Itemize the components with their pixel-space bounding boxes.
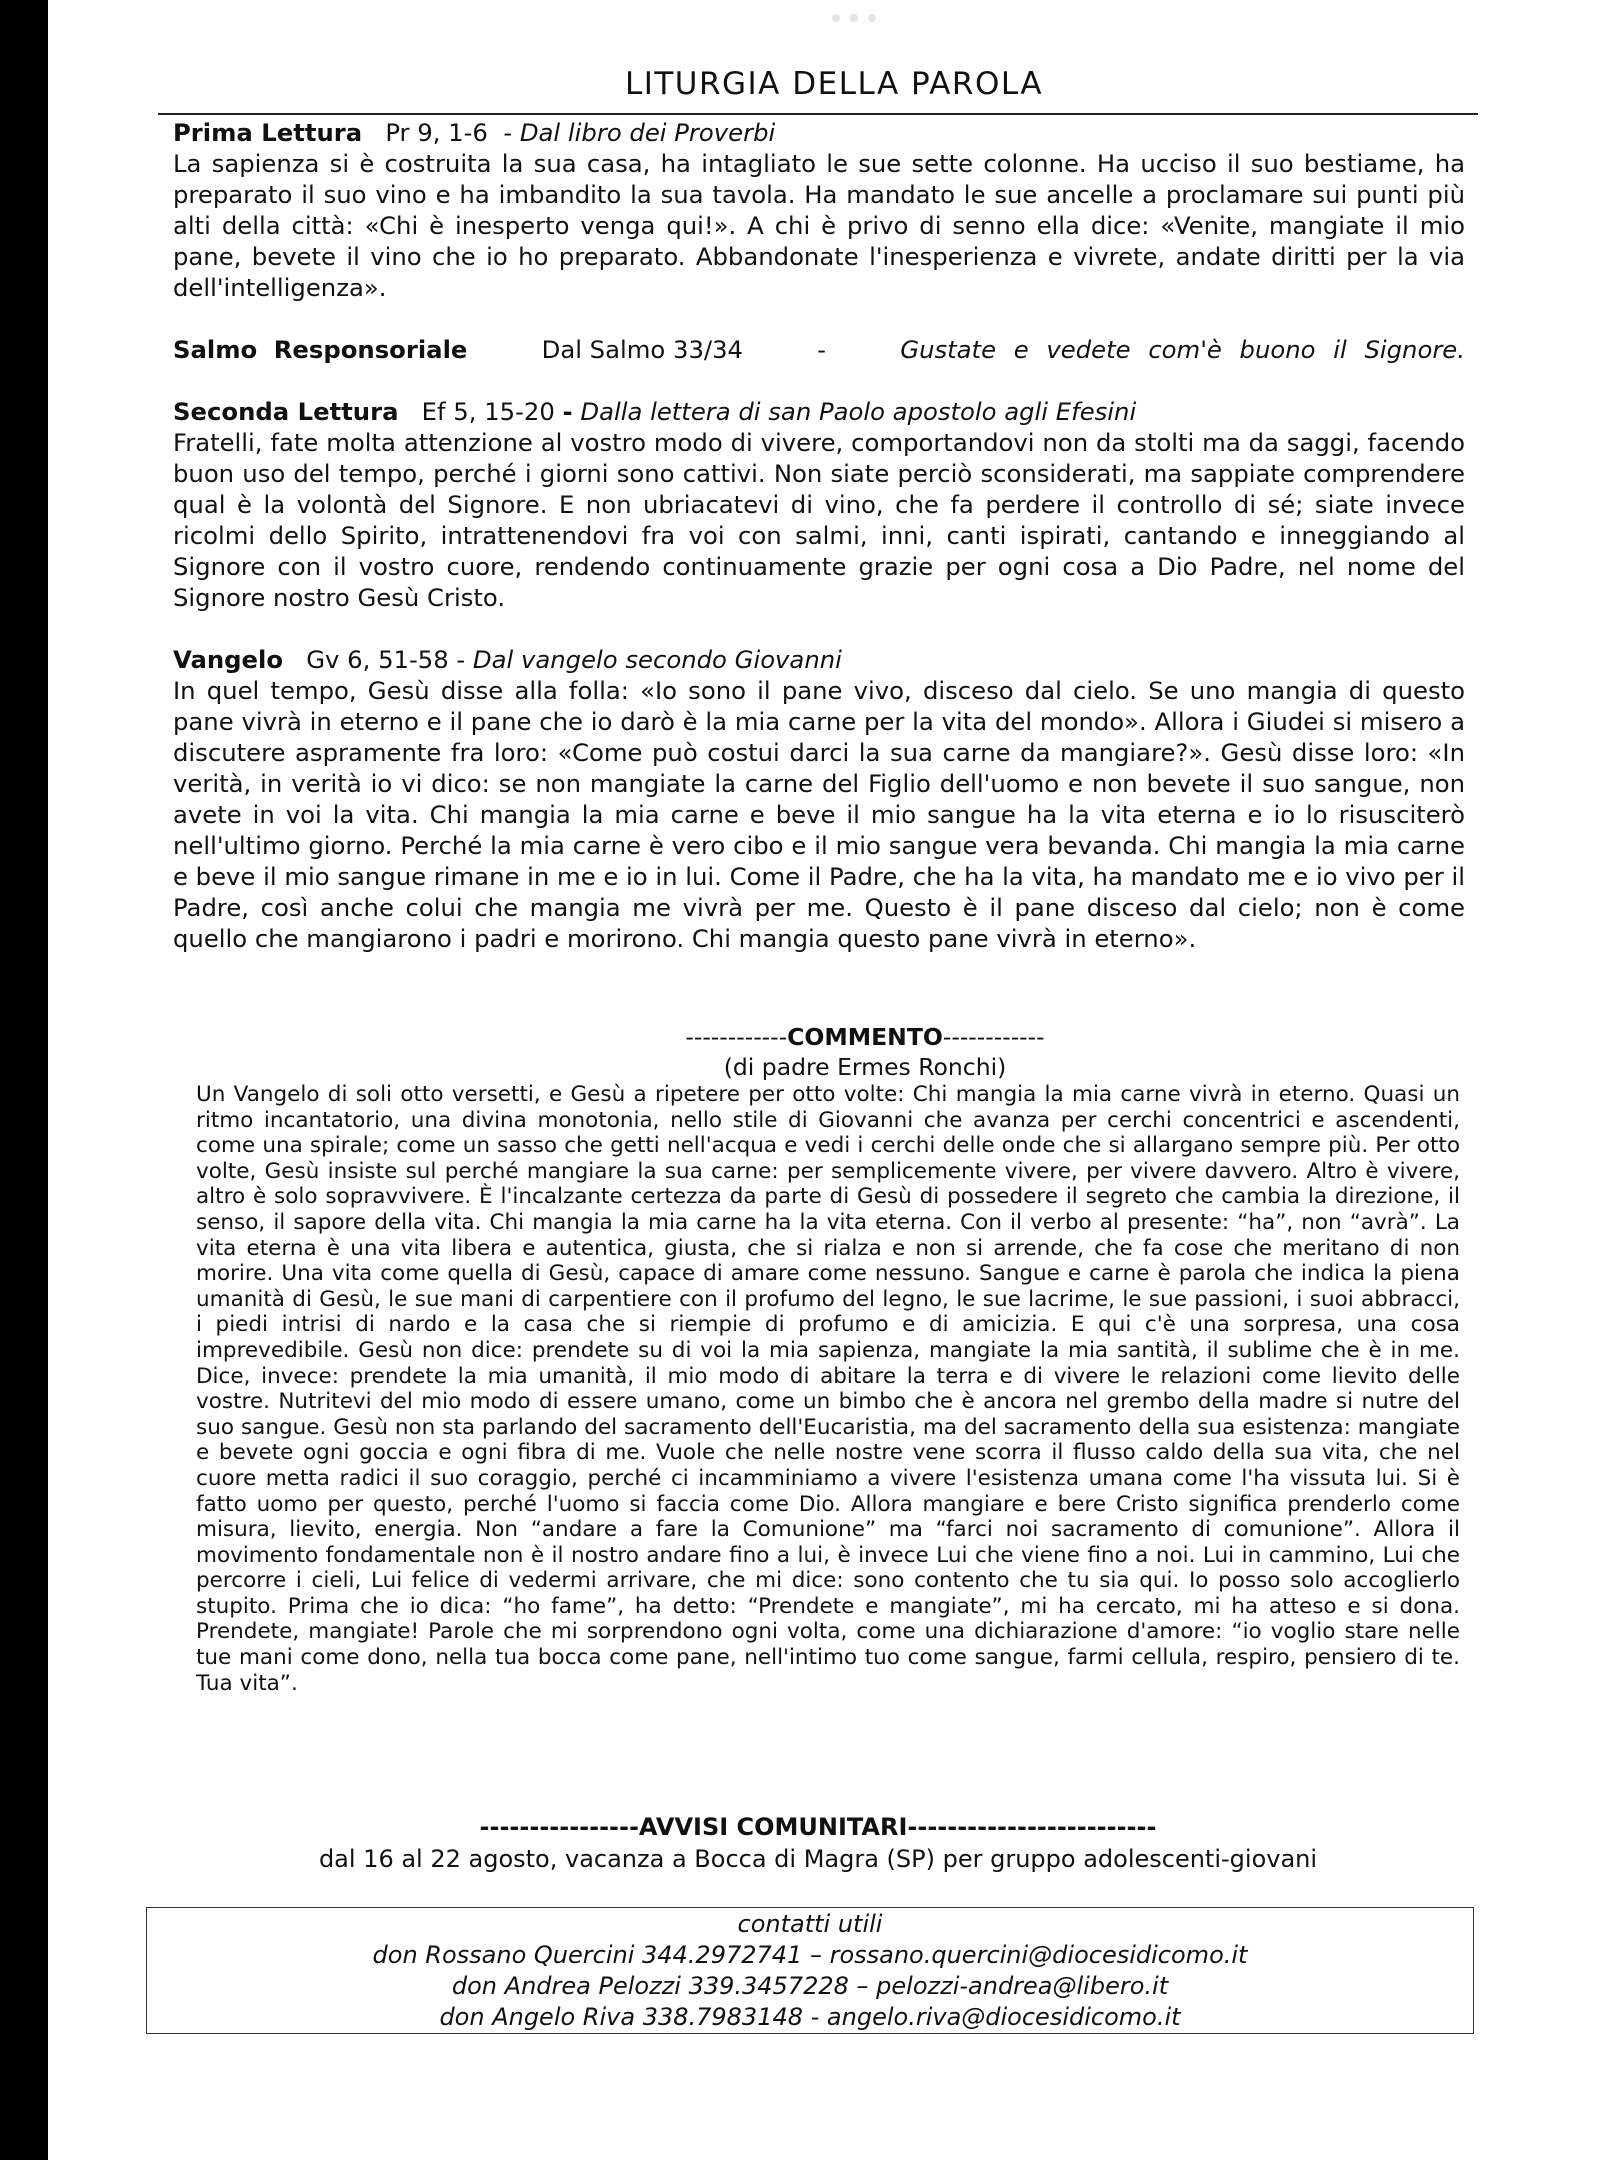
page-title: LITURGIA DELLA PAROLA [624, 66, 1044, 102]
prima-lettura-label: Prima Lettura [173, 118, 363, 147]
vangelo-text: In quel tempo, Gesù disse alla folla: «Io sono il pane vivo, disceso dal cielo. Se uno mangia di questo pane vivrà in eterno e il pane che io darò è la mia carne per la vita del mondo». Allora i Giudei si misero a discutere aspramente fra loro: «Come può costui darci la sua carne da mangiare?». Gesù disse loro: «In verità, in verità io vi dico: se non mangiate la carne del Figlio dell'uomo e non bevete il suo sangue, non avete in voi la vita. Chi mangia la mia carne e beve il mio sangue ha la vita eterna e io lo risusciterò nell'ultimo giorno. Perché la mia carne è vero cibo e il mio sangue vera bevanda. Chi mangia la mia carne e beve il mio sangue rimane in me e io in lui. Come il Padre, che ha la vita, ha mandato me e io vivo per il Padre, così anche colui che mangia me vivrà per me. Questo è il pane disceso dal cielo; non è come quello che mangiarono i padri e morirono. Chi mangia questo pane vivrà in eterno». [173, 676, 1465, 953]
commento-section [196, 1022, 1528, 1696]
commento-heading [202, 1022, 1528, 1052]
seconda-lettura-text: Fratelli, fate molta attenzione al vostro modo di vivere, comportandovi non da stolti ma da saggi, facendo buon uso del tempo, perché i giorni sono cattivi. Non siate perciò sconsiderati, ma sappiate comprendere qual è la volontà del Signore. E non ubriacatevi di vino, che fa perdere il controllo di sé; siate invece ricolmi dello Spirito, intrattenendovi fra voi con salmi, inni, canti ispirati, cantando e inneggiando al Signore con il vostro cuore, rendendo continuamente grazie per ogni cosa a Dio Padre, nel nome del Signore nostro Gesù Cristo. [173, 428, 1465, 612]
avvisi-text: dal 16 al 22 agosto, vacanza a Bocca di Magra (SP) per gruppo adolescenti-giovani [318, 1845, 1318, 1873]
vangelo-source: Dal vangelo secondo Giovanni [472, 645, 842, 674]
commento-title: COMMENTO [787, 1023, 943, 1051]
prima-lettura-heading [173, 117, 1465, 148]
separator: - [503, 118, 513, 147]
dash-line: ------------ [685, 1023, 788, 1051]
contact-line: don Angelo Riva 338.7983148 - angelo.riva@diocesidicomo.it [439, 2003, 1181, 2031]
page-handle-dots [832, 14, 876, 22]
avvisi-title: ----------------AVVISI COMUNITARI------------------------- [479, 1813, 1157, 1841]
vangelo-heading [173, 644, 1465, 675]
seconda-lettura [173, 396, 1465, 613]
title-underline [158, 113, 1478, 115]
separator: - [817, 335, 827, 364]
prima-lettura-text: La sapienza si è costruita la sua casa, ha intagliato le sue sette colonne. Ha ucciso il suo bestiame, ha preparato il suo vino e ha imbandito la sua tavola. Ha mandato le sue ancelle a proclamare sui punti più alti della città: «Chi è inesperto venga qui!». A chi è privo di senno ella dice: «Venite, mangiate il mio pane, bevete il vino che io ho preparato. Abbandonate l'inesperienza e vivrete, andate diritti per la via dell'intelligenza». [173, 149, 1465, 302]
prima-lettura [173, 117, 1465, 303]
contact-line: don Rossano Quercini 344.2972741 – rossano.quercini@diocesidicomo.it [372, 1941, 1248, 1969]
prima-lettura-source: Dal libro dei Proverbi [519, 118, 776, 147]
commento-author: (di padre Ermes Ronchi) [723, 1053, 1007, 1081]
salmo-ref: Dal Salmo 33/34 [541, 335, 744, 364]
salmo-label: Salmo Responsoriale [173, 335, 468, 364]
seconda-lettura-heading [173, 396, 1465, 427]
vangelo-label: Vangelo [173, 645, 284, 674]
contatti-box [146, 1907, 1474, 2034]
seconda-lettura-source: Dalla lettera di san Paolo apostolo agli Efesini [580, 397, 1137, 426]
contact-line: don Andrea Pelozzi 339.3457228 – pelozzi-andrea@libero.it [451, 1972, 1169, 2000]
spacer [173, 365, 1465, 396]
spacer [173, 613, 1465, 644]
contatti-title: contatti utili [737, 1910, 883, 1938]
salmo-responsoriale [173, 334, 1465, 365]
vangelo-ref: Gv 6, 51-58 [306, 645, 449, 674]
dash-line: ------------ [942, 1023, 1045, 1051]
salmo-refrain: Gustate e vedete com'è buono il Signore. [900, 335, 1465, 364]
readings [173, 117, 1465, 954]
prima-lettura-ref: Pr 9, 1-6 [385, 118, 488, 147]
seconda-lettura-ref: Ef 5, 15-20 [421, 397, 555, 426]
spacer [173, 303, 1465, 334]
vangelo [173, 644, 1465, 954]
document-page [48, 0, 1620, 2160]
separator: - [456, 645, 466, 674]
separator: - [562, 397, 573, 426]
avvisi-section [158, 1812, 1478, 1876]
commento-text: Un Vangelo di soli otto versetti, e Gesù a ripetere per otto volte: Chi mangia la mia carne vivrà in eterno. Quasi un ritmo incantatorio, una divina monotonia, nello stile di Giovanni che avanza per cerchi concentrici e ascendenti, come una spirale; come un sasso che getti nell'acqua e vedi i cerchi delle onde che si allargano sempre più. Per otto volte, Gesù insiste sul perché mangiare la sua carne: per semplicemente vivere, per vivere davvero. Altro è vivere, altro è solo sopravvivere. È l'incalzante certezza da parte di Gesù di possedere il segreto che cambia la direzione, il senso, il sapore della vita. Chi mangia la mia carne ha la vita eterna. Con il verbo al presente: “ha”, non “avrà”. La vita eterna è una vita libera e autentica, giusta, che si rialza e non si arrende, che fa cose che meritano di non morire. Una vita come quella di Gesù, capace di amare come nessuno. Sangue e carne è parola che indica la piena umanità di Gesù, le sue mani di carpentiere con il profumo del legno, le sue lacrime, le sue passioni, i suoi abbracci, i piedi intrisi di nardo e la casa che si riempie di profumo e di amicizia. E qui c'è una sorpresa, una cosa imprevedibile. Gesù non dice: prendete su di voi la mia sapienza, mangiate la mia santità, il sublime che è in me. Dice, invece: prendete la mia umanità, il mio modo di abitare la terra e di vivere le relazioni come lievito delle vostre. Nutritevi del mio modo di essere umano, come un bimbo che è ancora nel grembo della madre si nutre del suo sangue. Gesù non sta parlando del sacramento dell'Eucaristia, ma del sacramento della sua esistenza: mangiate e bevete ogni goccia e ogni fibra di me. Vuole che nelle nostre vene scorra il flusso caldo della sua vita, che nel cuore metta radici il suo coraggio, perché ci incamminiamo a vivere l'esistenza umana come l'ha vissuta lui. Si è fatto uomo per questo, perché l'uomo si faccia come Dio. Allora mangiare e bere Cristo significa prenderlo come misura, lievito, energia. Non “andare a fare la Comunione” ma “farci noi sacramento di comunione”. Allora il movimento fondamentale non è il nostro andare fino a lui, è invece Lui che viene fino a noi. Lui in cammino, Lui che percorre i cieli, Lui felice di vedermi arrivare, che mi dice: sono contento che tu sia qui. Io posso solo accoglierlo stupito. Prima che io dica: “ho fame”, ha detto: “Prendete e mangiate”, mi ha cercato, mi ha atteso e si dona. Prendete, mangiate! Parole che mi sorprendono ogni volta, come una dichiarazione d'amore: “io voglio stare nelle tue mani come dono, nella tua bocca come pane, nell'intimo tuo come sangue, farmi cellula, respiro, pensiero di te. Tua vita”. [196, 1082, 1460, 1696]
seconda-lettura-label: Seconda Lettura [173, 397, 399, 426]
